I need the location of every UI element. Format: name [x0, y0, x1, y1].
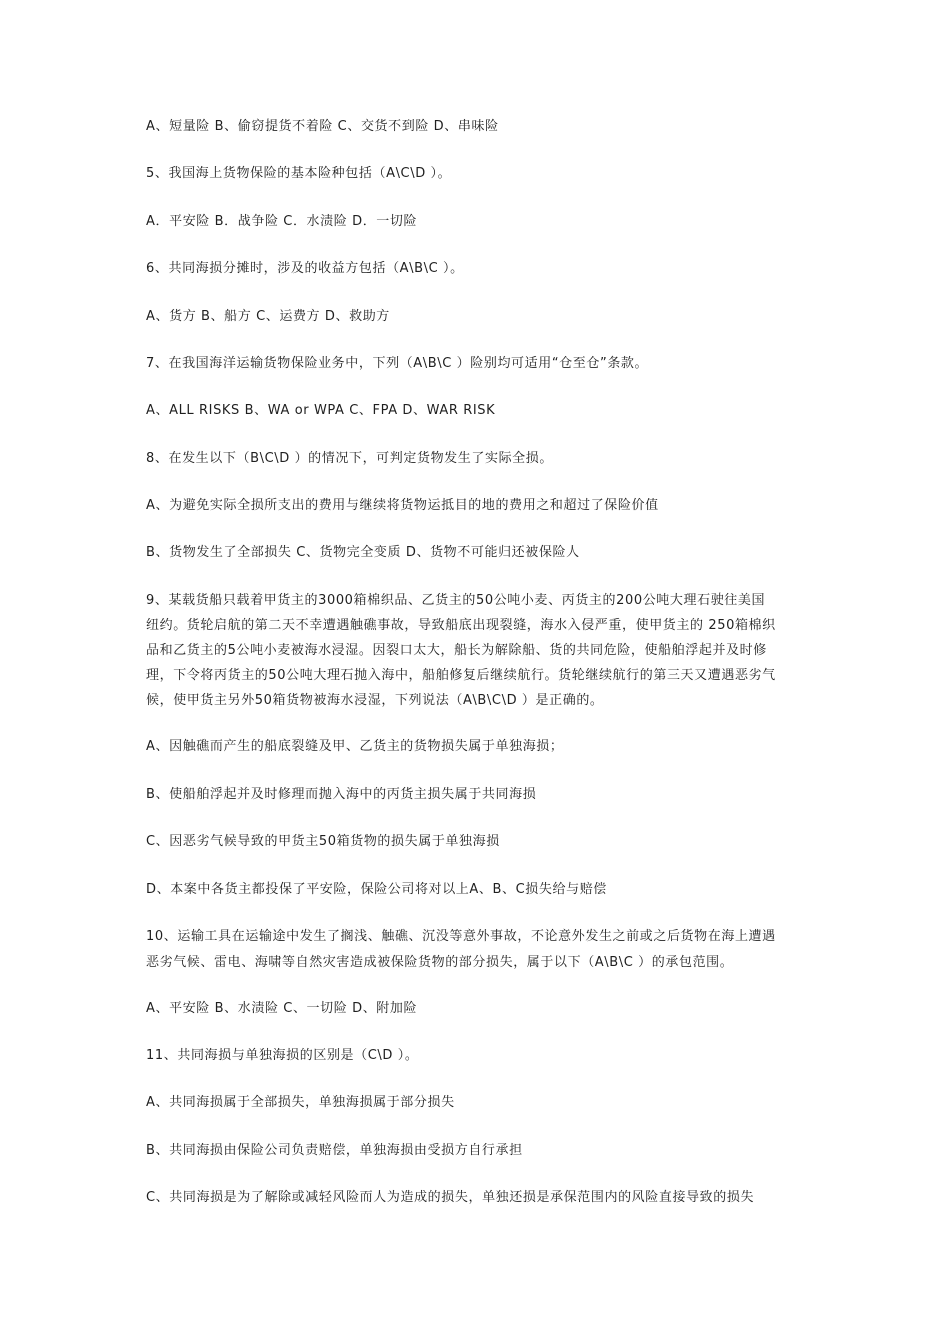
- q6-question: 6、共同海损分摊时，涉及的收益方包括（A\B\C ）。: [146, 261, 464, 276]
- q9-option-c: C、因恶劣气候导致的甲货主50箱货物的损失属于单独海损: [146, 834, 500, 849]
- q11-option-a: A、共同海损属于全部损失，单独海损属于部分损失: [146, 1095, 455, 1110]
- q5-question: 5、我国海上货物保险的基本险种包括（A\C\D ）。: [146, 166, 452, 181]
- q8-options-bcd: B、货物发生了全部损失 C、货物完全变质 D、货物不可能归还被保险人: [146, 545, 580, 560]
- q7-question: 7、在我国海洋运输货物保险业务中，下列（A\B\C ）险别均可适用“仓至仓”条款。: [146, 356, 649, 371]
- q9-question-line: 理，下令将丙货主的50公吨大理石抛入海中，船舶修复后继续航行。货轮继续航行的第三天又遭遇恶劣气: [146, 668, 776, 683]
- q11-option-c: C、共同海损是为了解除或减轻风险而人为造成的损失，单独还损是承保范围内的风险直接导致的损失: [146, 1190, 755, 1205]
- q11-option-b: B、共同海损由保险公司负责赔偿，单独海损由受损方自行承担: [146, 1143, 523, 1158]
- q9-question-line: 纽约。货轮启航的第二天不幸遭遇触礁事故，导致船底出现裂缝，海水入侵严重，使甲货主的 250箱棉织: [146, 618, 776, 633]
- q9-question-line: 9、某载货船只载着甲货主的3000箱棉织品、乙货主的50公吨小麦、丙货主的200公吨大理石驶往美国: [146, 593, 766, 608]
- q9-option-b: B、使船舶浮起并及时修理而抛入海中的丙货主损失属于共同海损: [146, 787, 537, 802]
- q8-question: 8、在发生以下（B\C\D ）的情况下，可判定货物发生了实际全损。: [146, 451, 553, 466]
- q9-question-line: 品和乙货主的5公吨小麦被海水浸湿。因裂口太大，船长为解除船、货的共同危险，使船舶浮起并及时修: [146, 643, 767, 658]
- q9-question-line: 候，使甲货主另外50箱货物被海水浸湿，下列说法（A\B\C\D ）是正确的。: [146, 693, 604, 708]
- q4-options: A、短量险 B、偷窃提货不着险 C、交货不到险 D、串味险: [146, 119, 499, 134]
- q9-option-a: A、因触礁而产生的船底裂缝及甲、乙货主的货物损失属于单独海损；: [146, 739, 564, 754]
- q7-options: A、ALL RISKS B、WA or WPA C、FPA D、WAR RISK: [146, 403, 496, 418]
- q9-option-d: D、本案中各货主都投保了平安险，保险公司将对以上A、B、C损失给与赔偿: [146, 882, 607, 897]
- q8-option-a: A、为避免实际全损所支出的费用与继续将货物运抵目的地的费用之和超过了保险价值: [146, 498, 659, 513]
- q6-options: A、货方 B、船方 C、运费方 D、救助方: [146, 309, 390, 324]
- q10-question-line: 10、运输工具在运输途中发生了搁浅、触礁、沉没等意外事故，不论意外发生之前或之后货物在海上遭遇: [146, 929, 776, 944]
- q11-question: 11、共同海损与单独海损的区别是（C\D ）。: [146, 1048, 419, 1063]
- q10-question-line: 恶劣气候、雷电、海啸等自然灾害造成被保险货物的部分损失，属于以下（A\B\C ）的承包范围。: [146, 955, 734, 970]
- q10-options: A、平安险 B、水渍险 C、一切险 D、附加险: [146, 1001, 418, 1016]
- q5-options: A．平安险 B．战争险 C．水渍险 D．一切险: [146, 214, 418, 229]
